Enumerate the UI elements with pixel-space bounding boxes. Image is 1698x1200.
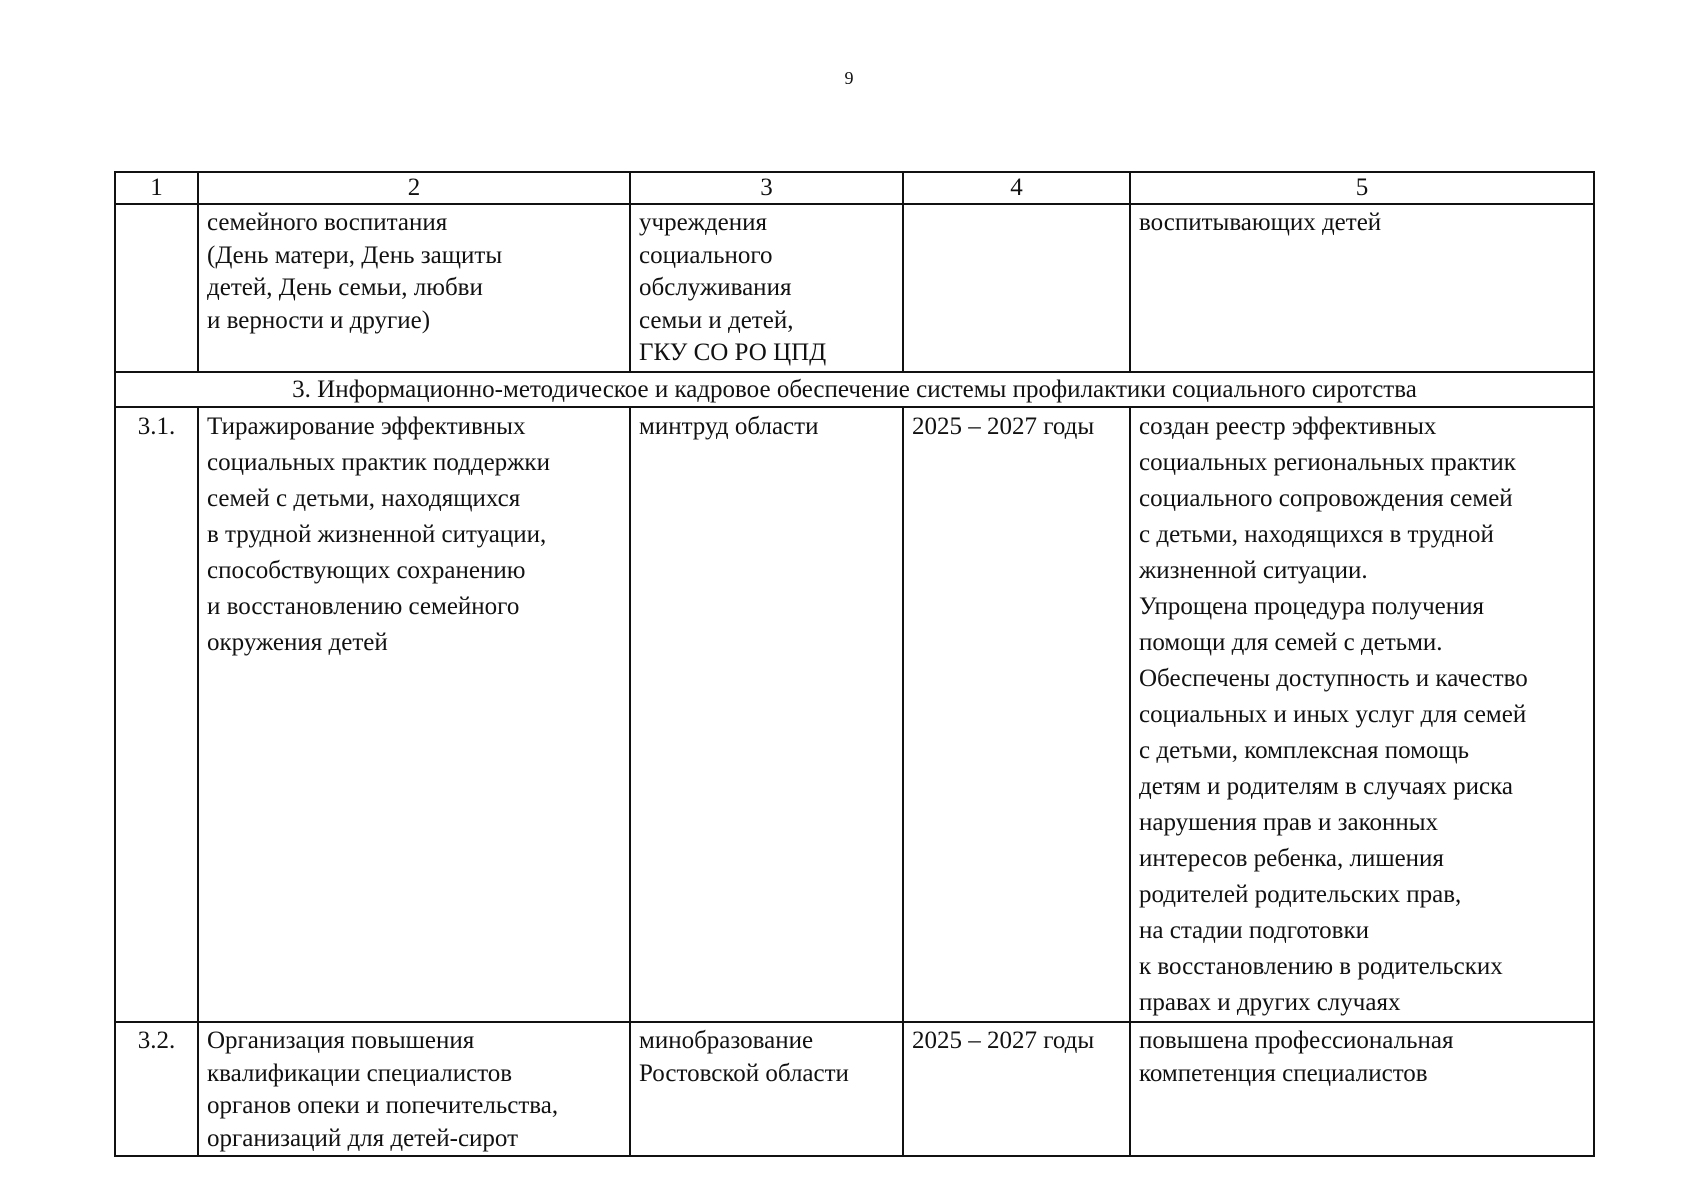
text-line: на стадии подготовки [1139,917,1369,944]
text-line: правах и других случаях [1139,989,1401,1016]
text-line: с детьми, комплексная помощь [1139,737,1470,764]
text-line: социального [639,241,773,269]
table-row [115,407,1594,1022]
text-line: социальных и иных услуг для семей [1139,701,1527,728]
text-line: социальных практик поддержки [207,449,550,476]
header-cell: 5 [1130,172,1594,204]
text-line: воспитывающих детей [1139,209,1382,236]
text-line: компетенция специалистов [1139,1059,1428,1087]
page-number: 9 [844,68,854,88]
text-line: нарушения прав и законных [1139,809,1439,836]
text-line: минтруд области [639,413,819,440]
text-line: социальных региональных практик [1139,449,1516,476]
text-line: Тиражирование эффективных [207,413,526,440]
text-line: окружения детей [207,629,388,656]
text-line: повышена профессиональная [1139,1027,1454,1054]
text-line: организаций для детей-сирот [207,1124,519,1152]
text-line: детей, День семьи, любви [207,274,483,301]
period-cell [903,204,1130,372]
row-number-cell: 3.2. [115,1022,198,1156]
text-line: ГКУ СО РО ЦПД [639,339,827,366]
result-cell [1130,1022,1594,1156]
measures-table [114,171,1595,1157]
header-cell: 1 [115,172,198,204]
text-line: минобразование [639,1027,814,1054]
table-header-row [115,172,1594,204]
section-row [115,372,1594,407]
text-line: Обеспечены доступность и качество [1139,665,1528,692]
result-cell [1130,407,1594,1022]
text-line: семей с детьми, находящихся [207,485,521,512]
text-line: квалификации специалистов [207,1059,513,1087]
text-line: социального сопровождения семей [1139,485,1513,512]
text-line: к восстановлению в родительских [1139,953,1503,980]
header-cell: 2 [198,172,630,204]
text-line: органов опеки и попечительства, [207,1092,559,1119]
text-line: в трудной жизненной ситуации, [207,521,547,548]
text-line: и восстановлению семейного [207,593,520,620]
measure-cell [198,1022,630,1156]
section-title: 3. Информационно-методическое и кадровое обеспечение системы профилактики социального сиротства [115,372,1594,407]
measure-cell [198,204,630,372]
text-line: учреждения [639,209,768,236]
executor-cell [630,407,903,1022]
text-line: обслуживания [639,274,792,301]
measure-cell [198,407,630,1022]
text-line: с детьми, находящихся в трудной [1139,521,1494,548]
header-cell: 4 [903,172,1130,204]
result-cell [1130,204,1594,372]
table-row [115,1022,1594,1156]
text-line: жизненной ситуации. [1139,557,1368,584]
text-line: Организация повышения [207,1027,475,1054]
text-line: детям и родителям в случаях риска [1139,773,1513,800]
text-line: помощи для семей с детьми. [1139,629,1443,656]
period-cell: 2025 – 2027 годы [903,407,1130,1022]
table-row [115,204,1594,372]
text-line: семьи и детей, [639,306,794,334]
text-line: (День матери, День защиты [207,241,503,269]
text-line: создан реестр эффективных [1139,413,1437,440]
row-number-cell: 3.1. [115,407,198,1022]
executor-cell [630,1022,903,1156]
text-line: способствующих сохранению [207,557,526,584]
text-line: Упрощена процедура получения [1139,593,1484,620]
text-line: родителей родительских прав, [1139,881,1462,908]
text-line: и верности и другие) [207,306,431,334]
executor-cell [630,204,903,372]
row-number-cell [115,204,198,372]
text-line: Ростовской области [639,1059,849,1087]
text-line: семейного воспитания [207,209,448,236]
text-line: интересов ребенка, лишения [1139,845,1444,872]
period-cell: 2025 – 2027 годы [903,1022,1130,1156]
header-cell: 3 [630,172,903,204]
